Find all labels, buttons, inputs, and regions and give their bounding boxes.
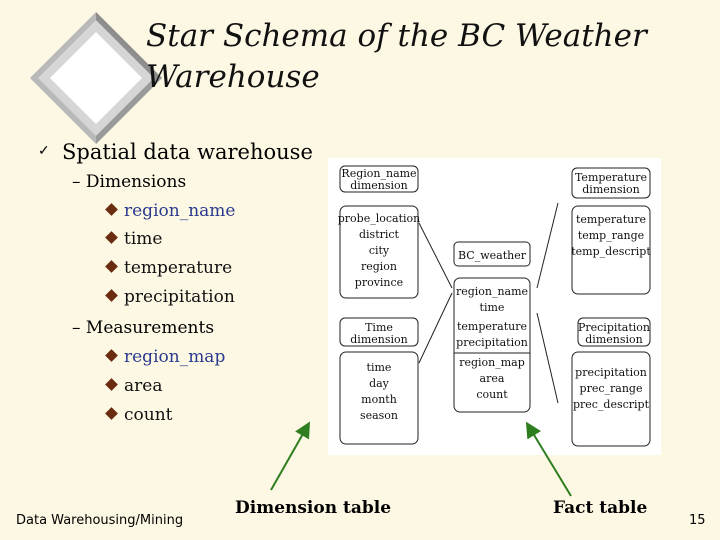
diamond-bullet-icon xyxy=(105,231,118,244)
svg-text:day: day xyxy=(369,377,389,390)
page-number: 15 xyxy=(689,513,706,528)
dimension-table-callout: Dimension table xyxy=(235,498,392,518)
list-item: count xyxy=(107,405,173,425)
svg-text:temp_descript: temp_descript xyxy=(571,245,651,258)
svg-text:Time: Time xyxy=(365,321,393,334)
diamond-bullet-icon xyxy=(105,349,118,362)
svg-text:Region_name: Region_name xyxy=(341,167,417,180)
list-item: region_name xyxy=(107,201,235,221)
footer-text: Data Warehousing/Mining xyxy=(16,513,184,528)
svg-text:count: count xyxy=(476,388,508,401)
diamond-bullet-icon xyxy=(105,378,118,391)
svg-text:district: district xyxy=(359,228,399,241)
time-dimension-table xyxy=(340,318,418,444)
svg-text:probe_location: probe_location xyxy=(337,212,421,225)
diamond-bullet-icon xyxy=(105,289,118,302)
svg-text:dimension: dimension xyxy=(582,183,640,196)
svg-text:precipitation: precipitation xyxy=(456,336,528,349)
section-measurements: – Measurements xyxy=(72,318,215,338)
check-bullet-icon: ✓ xyxy=(38,143,50,159)
section-dimensions: – Dimensions xyxy=(72,172,187,192)
svg-text:time: time xyxy=(366,361,392,374)
list-item: precipitation xyxy=(107,287,235,307)
svg-text:temp_range: temp_range xyxy=(577,229,645,242)
list-item: temperature xyxy=(107,258,232,278)
svg-text:precipitation: precipitation xyxy=(575,366,647,379)
svg-text:prec_descript: prec_descript xyxy=(572,398,650,411)
list-item: region_map xyxy=(107,347,225,367)
svg-text:region: region xyxy=(360,260,398,273)
star-schema-diagram xyxy=(328,158,661,455)
temperature-dimension-table xyxy=(571,168,651,294)
svg-text:month: month xyxy=(361,393,397,406)
svg-text:Temperature: Temperature xyxy=(574,171,648,184)
svg-text:prec_range: prec_range xyxy=(579,382,643,395)
fact-table-callout: Fact table xyxy=(553,498,648,518)
svg-text:city: city xyxy=(368,244,390,257)
svg-text:temperature: temperature xyxy=(456,320,528,333)
svg-text:province: province xyxy=(354,276,404,289)
svg-text:BC_weather: BC_weather xyxy=(458,249,526,262)
list-item: time xyxy=(107,229,162,249)
diamond-logo xyxy=(26,8,166,148)
svg-text:season: season xyxy=(359,409,399,422)
svg-text:temperature: temperature xyxy=(575,213,647,226)
svg-text:dimension: dimension xyxy=(585,333,643,346)
svg-text:dimension: dimension xyxy=(350,179,408,192)
svg-text:area: area xyxy=(479,372,505,385)
svg-text:dimension: dimension xyxy=(350,333,408,346)
svg-text:region_name: region_name xyxy=(455,285,529,298)
diamond-bullet-icon xyxy=(105,260,118,273)
svg-text:region_map: region_map xyxy=(459,356,525,369)
main-bullet-text: Spatial data warehouse xyxy=(62,140,313,164)
diamond-bullet-icon xyxy=(105,407,118,420)
list-item: area xyxy=(107,376,162,396)
diamond-bullet-icon xyxy=(105,203,118,216)
region-dimension-table xyxy=(338,166,420,298)
svg-text:Precipitation: Precipitation xyxy=(577,321,651,334)
svg-text:time: time xyxy=(479,301,505,314)
precipitation-dimension-table xyxy=(572,318,650,446)
slide-title: Star Schema of the BC Weather Warehouse xyxy=(146,18,647,95)
